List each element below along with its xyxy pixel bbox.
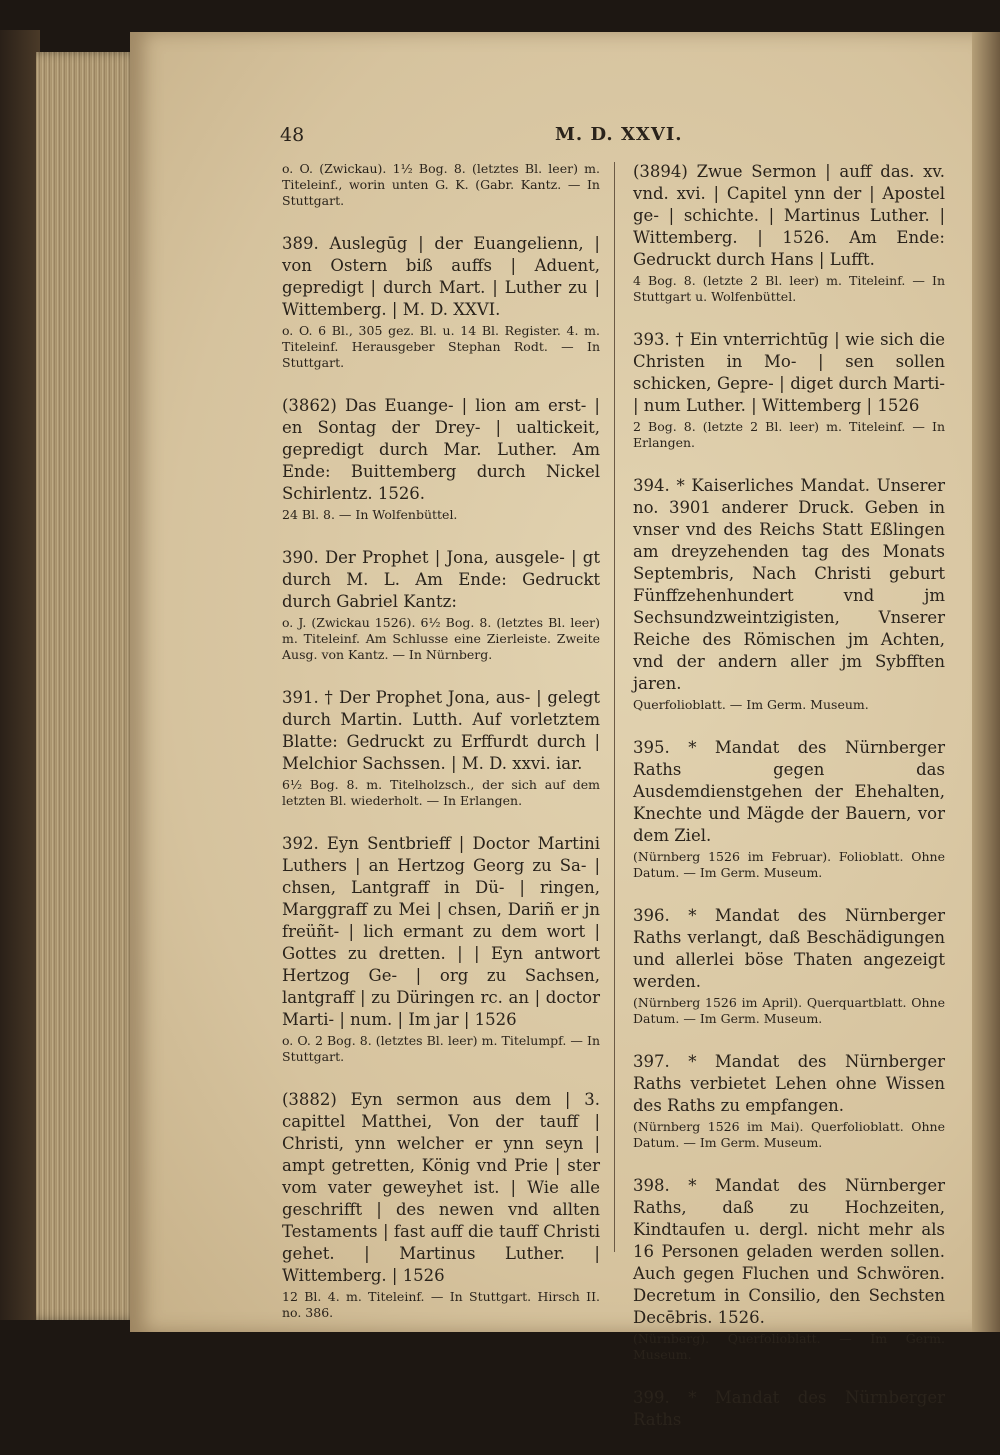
- page-number: 48: [280, 124, 305, 146]
- page-header: [130, 124, 976, 154]
- entry-3894: [633, 161, 945, 305]
- entry-title: 391. † Der Prophet Jona, aus- | gelegt durch Martin. Lutth. Auf vorletztem Blatte: Gedruckt zu Erffurdt durch | Melchior Sachssen. | M. D. xxvi. iar.: [282, 688, 600, 773]
- running-title: M. D. XXVI.: [555, 124, 683, 145]
- entry-note: o. J. (Zwickau 1526). 6½ Bog. 8. (letztes Bl. leer) m. Titeleinf. Am Schlusse eine Zierleiste. Zweite Ausg. von Kantz. — In Nürnberg.: [282, 615, 600, 662]
- entry-3882: [282, 1089, 600, 1321]
- entry-398: [633, 1175, 945, 1363]
- entry-392: [282, 833, 600, 1065]
- entry-title: 396. * Mandat des Nürnberger Raths verlangt, daß Beschädigungen und allerlei böse Thaten angezeigt werden.: [633, 906, 945, 991]
- page-stack-edge: [36, 52, 140, 1320]
- entry-note: (Nürnberg). Querfolioblatt. — Im Germ. Museum.: [633, 1331, 945, 1362]
- entry-note: (Nürnberg 1526 im April). Querquartblatt. Ohne Datum. — Im Germ. Museum.: [633, 995, 945, 1026]
- entry-394: [633, 475, 945, 713]
- entry-note: Querfolioblatt. — Im Germ. Museum.: [633, 697, 869, 712]
- entry-title: (3882) Eyn sermon aus dem | 3. capittel Matthei, Von der tauff | Christi, ynn welcher er ynn seyn | ampt getretten, König vnd Prie | ster vom vater geweyhet ist. | Wie alle geschrifft | des newen vnd allten Testaments | fast auff die tauff Christi gehet. | Martinus Luther. | Wittemberg. | 1526: [282, 1090, 600, 1285]
- entry-390: [282, 547, 600, 663]
- entry-391: [282, 687, 600, 809]
- entry-note: (Nürnberg 1526 im Februar). Folioblatt. Ohne Datum. — Im Germ. Museum.: [633, 849, 945, 880]
- entry: [282, 161, 600, 209]
- entry-note: o. O. 6 Bl., 305 gez. Bl. u. 14 Bl. Register. 4. m. Titeleinf. Herausgeber Stephan Rodt. — In Stuttgart.: [282, 323, 600, 370]
- entry-title: (3894) Zwue Sermon | auff das. xv. vnd. xvi. | Capitel ynn der | Apostel ge- | schichte. | Martinus Luther. | Wittemberg. | 1526. Am Ende: Gedruckt durch Hans | Lufft.: [633, 162, 945, 269]
- entry-389: [282, 233, 600, 371]
- right-column: [633, 157, 945, 1455]
- entry-393: [633, 329, 945, 451]
- entry-399: [633, 1387, 945, 1431]
- entry-395: [633, 737, 945, 881]
- entry-note: (Nürnberg 1526 im Mai). Querfolioblatt. Ohne Datum. — Im Germ. Museum.: [633, 1119, 945, 1150]
- entry-396: [633, 905, 945, 1027]
- column-divider: [614, 162, 615, 1252]
- book-page: [130, 32, 976, 1429]
- entry-397: [633, 1051, 945, 1151]
- entry-title: 389. Auslegūg | der Euangelienn, | von Ostern biß auffs | Aduent, gepredigt | durch Mart. | Luther zu | Wittemberg. | M. D. XXVI.: [282, 234, 600, 319]
- entry-title: (3862) Das Euange- | lion am erst- | en Sontag der Drey- | ualtickeit, gepredigt durch Mar. Luther. Am Ende: Buittemberg durch Nickel Schirlentz. 1526.: [282, 396, 600, 503]
- entry-note: o. O. (Zwickau). 1½ Bog. 8. (letztes Bl. leer) m. Titeleinf., worin unten G. K. (Gabr. Kantz. — In Stuttgart.: [282, 161, 600, 208]
- entry-title: 395. * Mandat des Nürnberger Raths gegen das Ausdemdienstgehen der Ehehalten, Knechte und Mägde der Bauern, vor dem Ziel.: [633, 738, 945, 845]
- entry-title: 393. † Ein vnterrichtūg | wie sich die Christen in Mo- | sen sollen schicken, Gepre- | diget durch Marti- | num Luther. | Wittemberg | 1526: [633, 330, 945, 415]
- left-column: [282, 157, 600, 1345]
- entry-3862: [282, 395, 600, 523]
- entry-title: 399. * Mandat des Nürnberger Raths: [633, 1388, 945, 1429]
- entry-title: 394. * Kaiserliches Mandat. Unserer no. 3901 anderer Druck. Geben in vnser vnd des Reichs Statt Eßlingen am dreyzehenden tag des Monats Septembris, Nach Christi geburt Fünffzehenhundert vnd jm Sechsundzweintzigisten, Vnserer Reiche des Römischen jm Achten, vnd der andern aller jm Sybfften jaren.: [633, 476, 945, 693]
- page-right-edge: [972, 32, 1000, 1332]
- entry-note: o. O. 2 Bog. 8. (letztes Bl. leer) m. Titelumpf. — In Stuttgart.: [282, 1033, 600, 1064]
- entry-title: 398. * Mandat des Nürnberger Raths, daß zu Hochzeiten, Kindtaufen u. dergl. nicht mehr als 16 Personen geladen werden sollen. Auch gegen Fluchen und Schwören. Decretum in Consilio, den Sechsten Decēbris. 1526.: [633, 1176, 945, 1327]
- entry-title: 390. Der Prophet | Jona, ausgele- | gt durch M. L. Am Ende: Gedruckt durch Gabriel Kantz:: [282, 548, 600, 611]
- entry-note: 4 Bog. 8. (letzte 2 Bl. leer) m. Titeleinf. — In Stuttgart u. Wolfenbüttel.: [633, 273, 945, 304]
- entry-note: 6½ Bog. 8. m. Titelholzsch., der sich auf dem letzten Bl. wiederholt. — In Erlangen.: [282, 777, 600, 808]
- entry-note: 24 Bl. 8. — In Wolfenbüttel.: [282, 507, 458, 522]
- entry-note: 2 Bog. 8. (letzte 2 Bl. leer) m. Titeleinf. — In Erlangen.: [633, 419, 945, 450]
- entry-note: 12 Bl. 4. m. Titeleinf. — In Stuttgart. Hirsch II. no. 386.: [282, 1289, 600, 1320]
- book-spine: [0, 30, 40, 1320]
- entry-title: 392. Eyn Sentbrieff | Doctor Martini Luthers | an Hertzog Georg zu Sa- | chsen, Lantgraff in Dü- | ringen, Marggraff zu Mei | chsen, Dariñ er jn freüñt- | lich ermant zu dem wort | Gottes zu dretten. | | Eyn antwort Hertzog Ge- | org zu Sachsen, lantgraff | zu Düringen rc. an | doctor Marti- | num. | Im jar | 1526: [282, 834, 600, 1029]
- entry-title: 397. * Mandat des Nürnberger Raths verbietet Lehen ohne Wissen des Raths zu empfangen.: [633, 1052, 945, 1115]
